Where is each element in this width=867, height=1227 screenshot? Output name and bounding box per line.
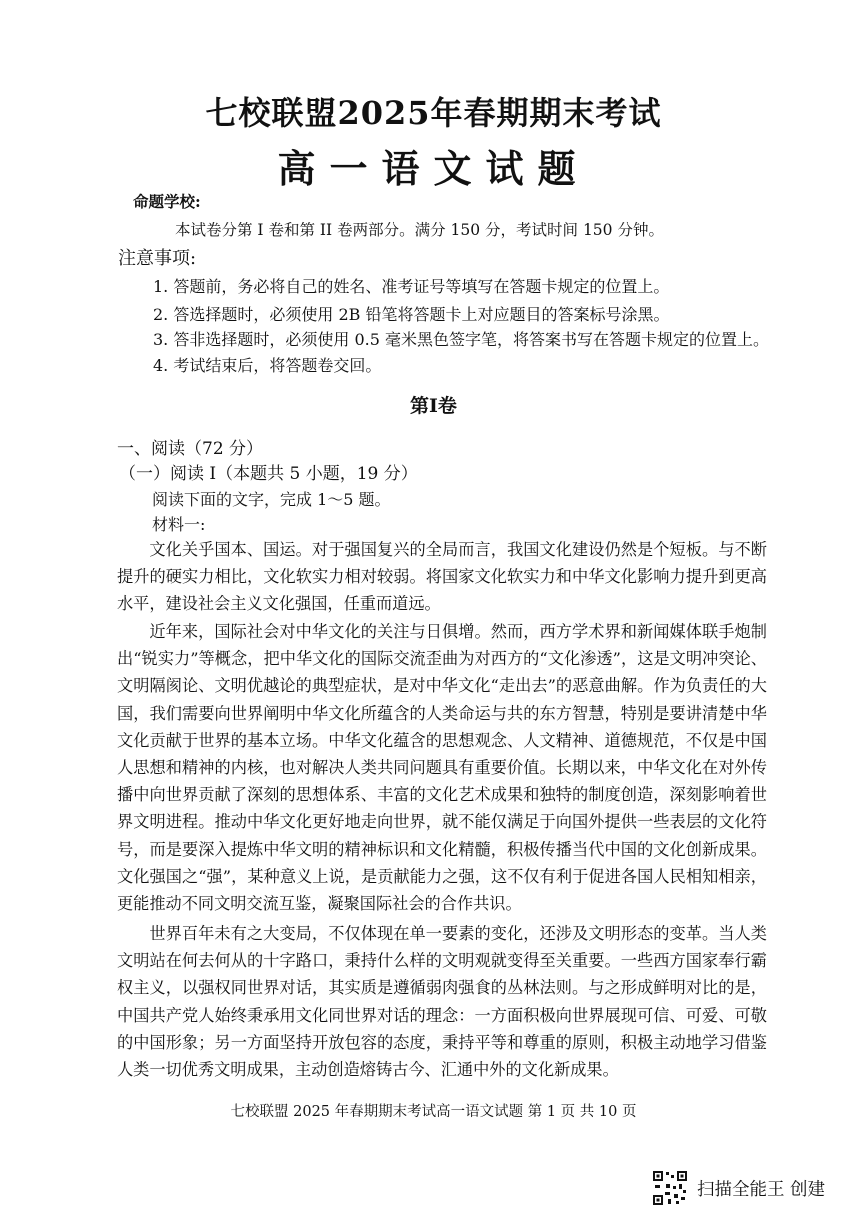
reading-instruction: 阅读下面的文字，完成 1～5 题。 bbox=[152, 490, 391, 509]
notice-item: 3. 答非选择题时，必须使用 0.5 毫米黑色签字笔，将答案书写在答题卡规定的位置上。 bbox=[153, 330, 769, 349]
notice-item: 2. 答选择题时，必须使用 2B 铅笔将答题卡上对应题目的答案标号涂黑。 bbox=[153, 305, 670, 324]
passage-paragraph: 近年来，国际社会对中华文化的关注与日俱增。然而，西方学术界和新闻媒体联手炮制出“锐实力”等概念，把中华文化的国际交流歪曲为对西方的“文化渗透”，这是文明冲突论、文明隔阂论、文明优越论的典型症状，是对中华文化“走出去”的恶意曲解。作为负责任的大国，我们需要向世界阐明中华文化所蕴含的人类命运与共的东方智慧，特别是要讲清楚中华文化贡献于世界的基本立场。中华文化蕴含的思想观念、人文精神、道德规范，不仅是中国人思想和精神的内核，也对解决人类共同问题具有重要价值。长期以来，中华文化在对外传播中向世界贡献了深刻的思想体系、丰富的文化艺术成果和独特的制度创造，深刻影响着世界文明进程。推动中华文化更好地走向世界，就不能仅满足于向国外提供一些表层的文化符号，而是要深入提炼中华文明的精神标识和文化精髓，积极传播当代中国的文化创新成果。文化强国之“强”，某种意义上说，是贡献能力之强，这不仅有利于促进各国人民相知相亲，更能推动不同文明交流互鉴，凝聚国际社会的合作共识。 bbox=[117, 622, 767, 914]
exam-intro: 本试卷分第 I 卷和第 II 卷两部分。满分 150 分，考试时间 150 分钟。 bbox=[175, 221, 664, 239]
section-title: 一、阅读（72 分） bbox=[117, 439, 264, 459]
school-label: 命题学校: bbox=[133, 192, 201, 211]
notice-item: 1. 答题前，务必将自己的姓名、准考证号等填写在答题卡规定的位置上。 bbox=[153, 277, 670, 296]
subject-title: 高一语文试题 bbox=[277, 146, 590, 191]
qr-code-icon bbox=[652, 1170, 688, 1206]
material-label: 材料一: bbox=[152, 515, 206, 534]
exam-title: 七校联盟2025年春期期末考试 bbox=[205, 94, 662, 132]
scanner-watermark: 扫描全能王 创建 bbox=[697, 1180, 826, 1200]
subsection-title: （一）阅读 I（本题共 5 小题，19 分） bbox=[119, 464, 418, 484]
passage-paragraph: 文化关乎国本、国运。对于强国复兴的全局而言，我国文化建设仍然是个短板。与不断提升的硬实力相比，文化软实力相对较弱。将国家文化软实力和中华文化影响力提升到更高水平，建设社会主义文化强国，任重而道远。 bbox=[117, 540, 767, 614]
notice-title: 注意事项: bbox=[118, 248, 197, 269]
volume-title: 第I卷 bbox=[410, 395, 457, 417]
page-footer: 七校联盟 2025 年春期期末考试高一语文试题 第 1 页 共 10 页 bbox=[230, 1104, 637, 1120]
notice-item: 4. 考试结束后，将答题卷交回。 bbox=[153, 356, 382, 375]
passage-paragraph: 世界百年未有之大变局，不仅体现在单一要素的变化，还涉及文明形态的变革。当人类文明站在何去何从的十字路口，秉持什么样的文明观就变得至关重要。一些西方国家奉行霸权主义，以强权同世界对话，其实质是遵循弱肉强食的丛林法则。与之形成鲜明对比的是，中国共产党人始终秉承用文化同世界对话的理念：一方面积极向世界展现可信、可爱、可敬的中国形象；另一方面坚持开放包容的态度，秉持平等和尊重的原则，积极主动地学习借鉴人类一切优秀文明成果，主动创造熔铸古今、汇通中外的文化新成果。 bbox=[117, 924, 767, 1080]
